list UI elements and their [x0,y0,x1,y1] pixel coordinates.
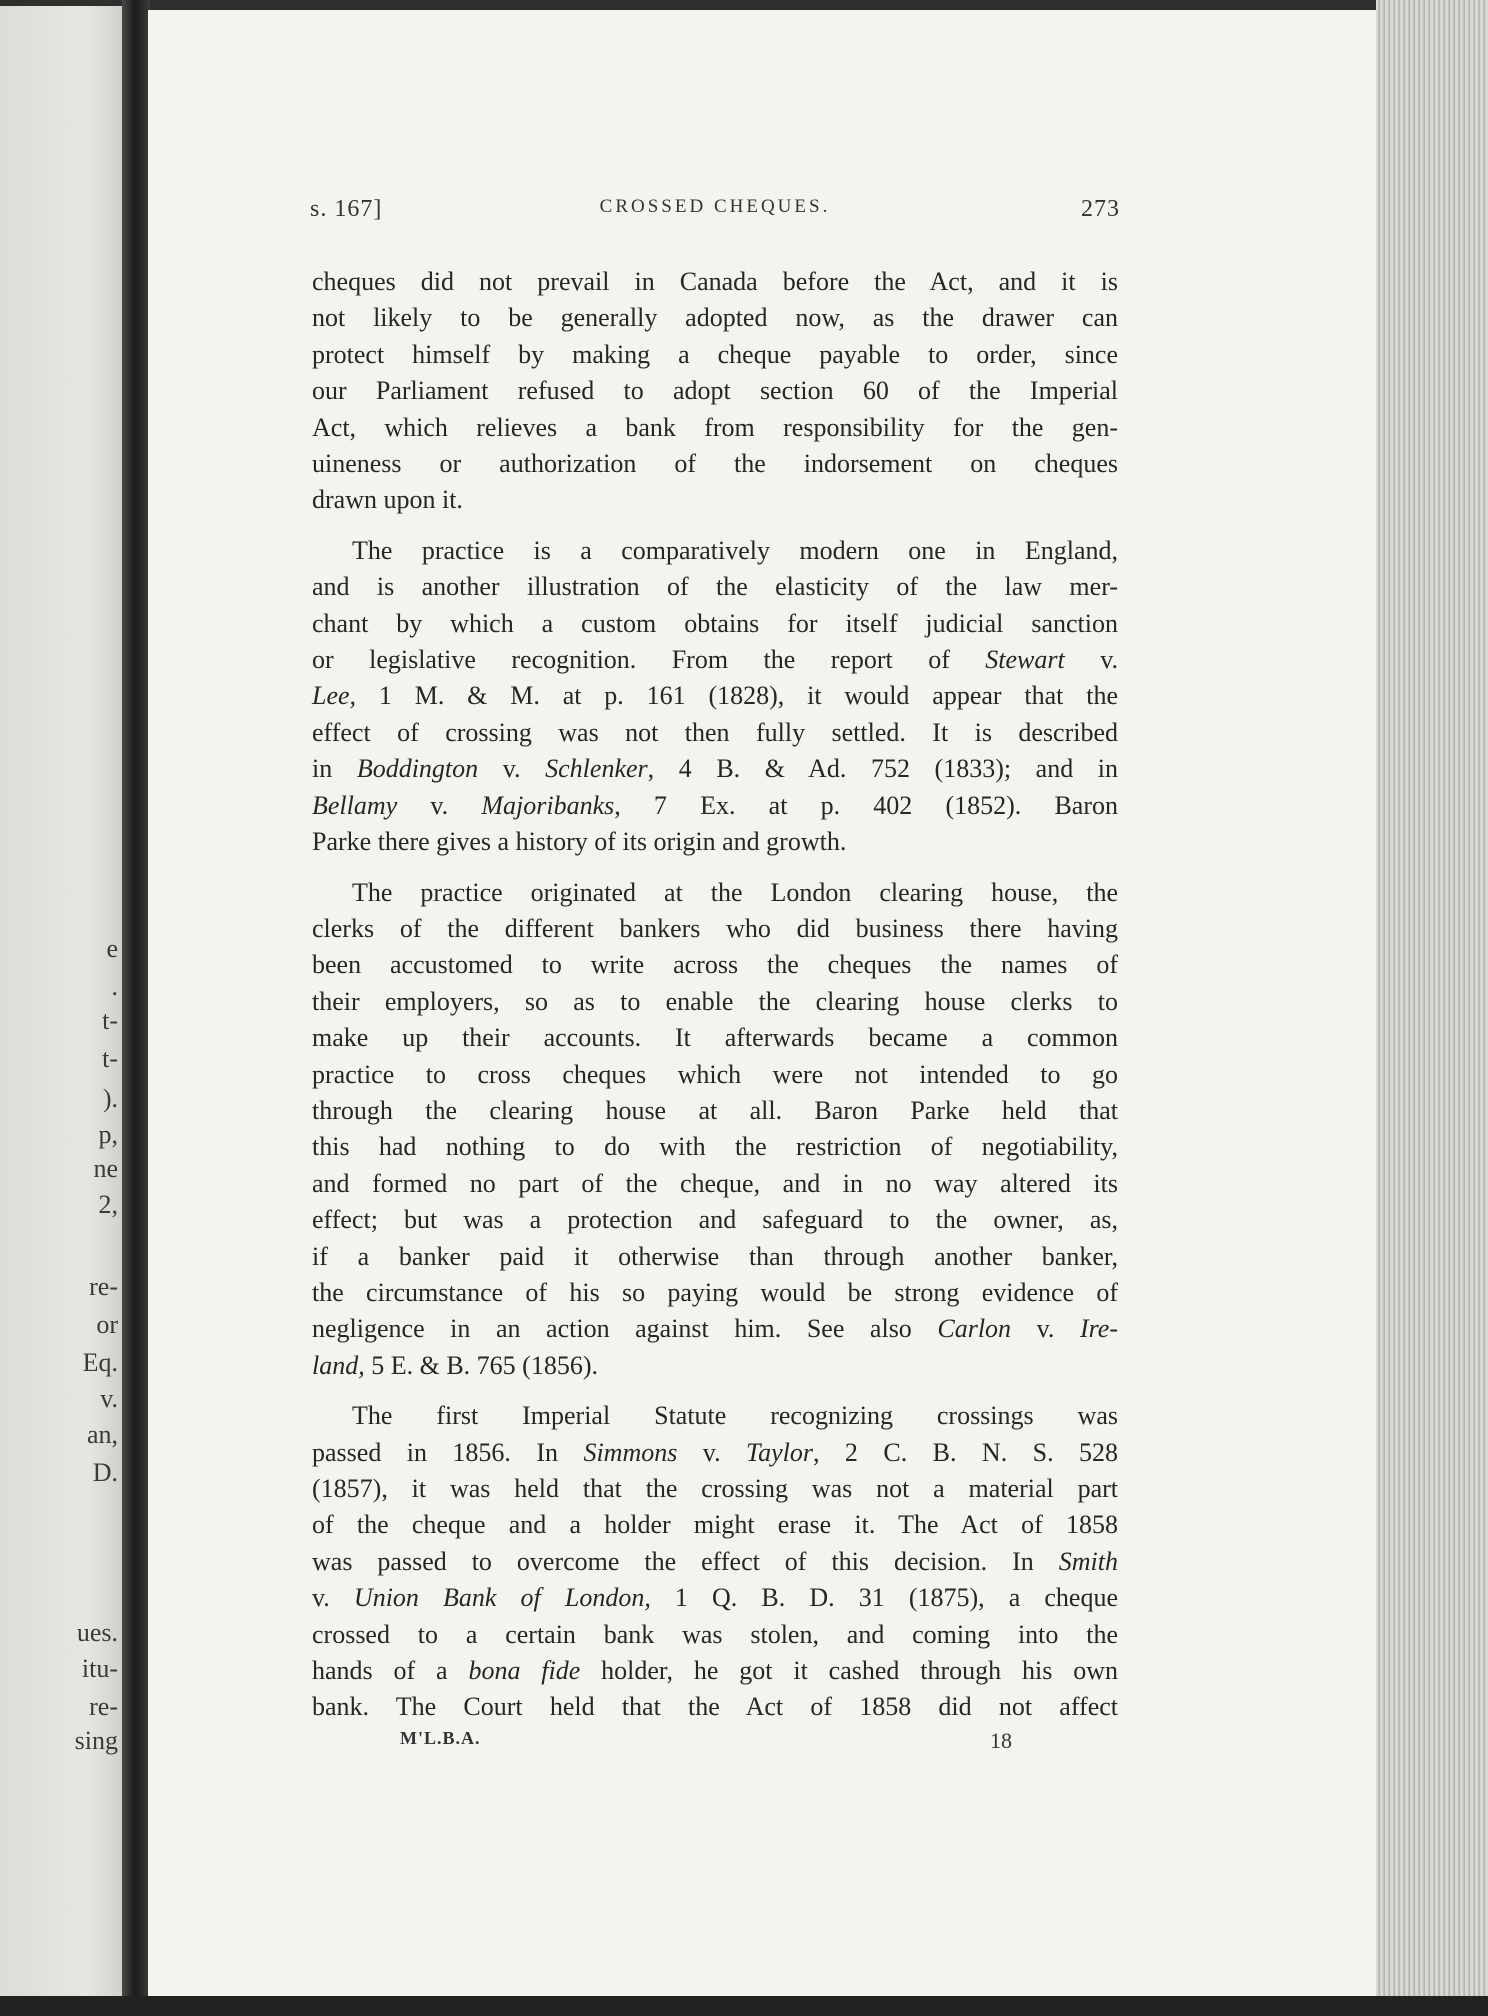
text-run: 1 Q. B. D. 31 (1875), a cheque [650,1583,1119,1613]
case-name: Simmons [583,1437,678,1467]
text-run: passed in 1856. In [312,1437,584,1467]
case-name: Bellamy [312,790,398,820]
signature-mark: M'L.B.A. [400,1728,481,1748]
paragraph [312,533,1118,861]
case-name: Union Bank of London, [353,1583,651,1613]
case-name: Smith [1058,1546,1118,1576]
text-run: v. [312,1583,354,1613]
text-line: the circumstance of his so paying would be strong evidence of [312,1277,1118,1307]
left-fragment: 2, [98,1190,118,1219]
text-line: crossed to a certain bank was stolen, and coming into the [312,1619,1118,1649]
page-edges [1376,0,1488,2016]
text-run: 1 M. & M. at p. 161 (1828), it would appear that the [356,681,1118,711]
text-line: been accustomed to write across the cheques the names of [312,950,1118,980]
left-fragment: ne [93,1154,118,1183]
text-line: and formed no part of the cheque, and in no way altered its [312,1168,1118,1198]
left-fragment: sing [74,1726,118,1755]
text-line: negligence in an action against him. See also Carlon v. Ire- [312,1314,1119,1344]
text-line: make up their accounts. It afterwards became a common [312,1023,1118,1053]
text-line: and is another illustration of the elasticity of the law mer- [312,572,1118,602]
left-fragment: re- [89,1272,118,1301]
left-fragment: D. [92,1458,118,1487]
text-line: protect himself by making a cheque payable to order, since [312,339,1118,369]
text-line [312,1348,1118,1384]
left-fragment: t- [102,1006,118,1035]
text-run: in [312,754,357,784]
text-run: holder, he got it cashed through his own [580,1656,1118,1686]
text-line: cheques did not prevail in Canada before the Act, and it is [312,267,1118,296]
left-fragment: Eq. [82,1348,118,1377]
text-line: Parke there gives a history of its origin and growth. [312,827,847,857]
left-fragment: t- [102,1044,118,1073]
text-line: chant by which a custom obtains for itself judicial sanction [312,608,1118,638]
text-line [312,1544,1118,1580]
text-line [312,1580,1118,1616]
left-fragment: . [111,972,118,1001]
page-number: 273 [1081,196,1120,222]
case-name: Schlenker [545,754,648,784]
text-run: , 4 B. & Ad. 752 (1833); and in [647,754,1119,784]
text-line: their employers, so as to enable the clearing house clerks to [312,986,1118,1016]
text-line: The practice originated at the London clearing house, the [352,877,1118,907]
left-fragment: re- [89,1692,118,1721]
text-run: or legislative recognition. From the report of [312,645,986,675]
text-run: negligence in an action against him. See also [312,1314,938,1344]
case-name: land, [312,1350,365,1380]
left-page [0,6,124,2000]
text-line: practice to cross cheques which were not intended to go [312,1059,1118,1089]
left-fragment: p, [98,1120,118,1149]
versus: v. [1100,645,1118,675]
case-name: Carlon [937,1314,1012,1344]
text-line: drawn upon it. [312,485,463,515]
left-fragment: or [96,1310,118,1339]
case-name: Stewart [985,645,1065,675]
text-line: uineness or authorization of the indorsement on cheques [312,449,1118,479]
text-line: our Parliament refused to adopt section 60 of the Imperial [312,376,1118,406]
text-line: bank. The Court held that the Act of 1858 did not affect [312,1692,1118,1722]
text-run: , 2 C. B. N. S. 528 [813,1437,1119,1467]
case-name: Boddington [356,754,479,784]
running-title: CROSSED CHEQUES. [599,196,831,217]
text-line: if a banker paid it otherwise than through another banker, [312,1241,1118,1271]
text-run: hands of a [312,1656,469,1686]
section-reference: s. 167] [310,196,383,222]
case-name: Ire- [1080,1314,1119,1344]
text-line: The practice is a comparatively modern one in England, [352,535,1118,565]
text-line: in Boddington v. Schlenker, 4 B. & Ad. 752 (1833); and in [312,754,1119,784]
left-fragment: ). [102,1084,118,1113]
text-line: passed in 1856. In Simmons v. Taylor, 2 C. B. N. S. 528 [312,1437,1119,1467]
paragraph [312,1398,1118,1726]
book-gutter [122,0,150,2016]
text-line: this had nothing to do with the restriction of negotiability, [312,1132,1118,1162]
text-line: The first Imperial Statute recognizing crossings was [352,1401,1118,1431]
text-line: Act, which relieves a bank from responsibility for the gen- [312,412,1118,442]
case-name: Taylor [746,1437,813,1467]
paragraph [312,264,1118,519]
text-run: 5 E. & B. 765 (1856). [364,1350,598,1380]
left-fragment: itu- [81,1654,118,1683]
text-line: of the cheque and a holder might erase it. The Act of 1858 [312,1510,1118,1540]
scan-top-border [0,0,1488,10]
left-fragment: ues. [76,1618,118,1647]
body-text [312,264,1118,1726]
case-name: Lee, [312,681,357,711]
sheet-number: 18 [990,1728,1012,1753]
text-line [312,1653,1118,1689]
latin-phrase: bona fide [468,1656,581,1686]
paragraph [312,875,1118,1385]
left-fragment: an, [86,1420,118,1449]
text-line: effect of crossing was not then fully settled. It is described [312,717,1118,747]
scan-bottom-border [0,1996,1488,2016]
text-line: clerks of the different bankers who did business there having [312,913,1118,943]
text-run: , 7 Ex. at p. 402 (1852). Baron [614,790,1118,820]
left-fragment: v. [100,1384,118,1413]
text-line: (1857), it was held that the crossing was not a material part [312,1474,1118,1503]
text-line: Bellamy v. Majoribanks, 7 Ex. at p. 402 (1852). Baron [312,790,1118,820]
text-line: not likely to be generally adopted now, as the drawer can [312,303,1118,333]
text-line [312,642,1118,678]
text-line: effect; but was a protection and safeguard to the owner, as, [312,1205,1118,1235]
case-name: Majoribanks [481,790,615,820]
text-run: was passed to overcome the effect of this decision. In [312,1546,1059,1576]
left-fragment: e [106,934,118,963]
text-line: through the clearing house at all. Baron Parke held that [312,1095,1118,1125]
text-line [312,678,1118,714]
